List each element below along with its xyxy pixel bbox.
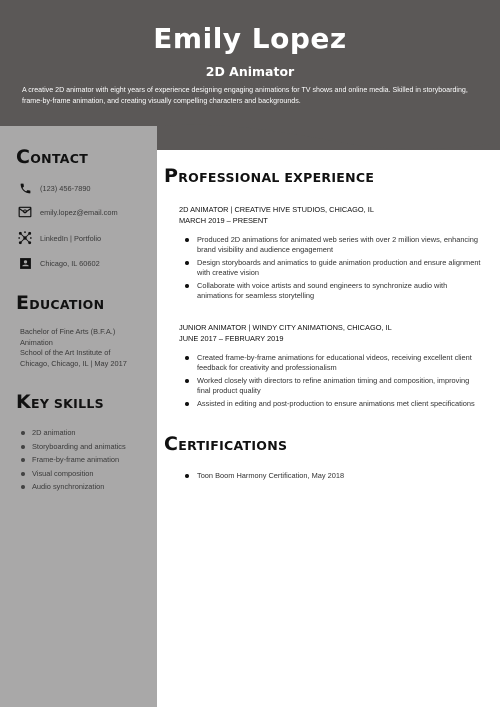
list-item: 2D animation [20, 426, 126, 440]
list-item: Worked closely with directors to refine animation timing and composition, improving final product quality [179, 376, 484, 396]
list-item: Visual composition [20, 467, 126, 481]
experience-heading: PROFESSIONAL EXPERIENCE [164, 165, 375, 187]
skills-heading: KEY SKILLS [16, 391, 104, 413]
education-heading: EDUCATION [16, 292, 105, 314]
list-item: Frame-by-frame animation [20, 453, 126, 467]
email-icon [18, 205, 32, 219]
list-item: Storyboarding and animatics [20, 440, 126, 454]
job-role: JUNIOR ANIMATOR | WINDY CITY ANIMATIONS, CHICAGO, IL [179, 323, 392, 332]
job-1-header [179, 205, 374, 226]
candidate-name: Emily Lopez [153, 22, 347, 55]
address-card-icon [18, 256, 32, 270]
certifications-list [179, 471, 484, 484]
contact-email[interactable]: emily.lopez@email.com [18, 204, 118, 220]
education-details: Bachelor of Fine Arts (B.F.A.) Animation School of the Art Institute of Chicago, Chicago, IL | May 2017 [20, 327, 127, 369]
list-item: Produced 2D animations for animated web series with over 2 million views, enhancing brand visibility and audience engagement [179, 235, 484, 255]
contact-location: Chicago, IL 60602 [18, 255, 100, 271]
list-item: Collaborate with voice artists and sound engineers to synchronize audio with animations for seamless storytelling [179, 281, 484, 301]
list-item: Audio synchronization [20, 480, 126, 494]
job-1-bullets [179, 235, 484, 304]
job-2-header [179, 323, 392, 344]
skills-list [20, 426, 126, 494]
job-2-bullets [179, 353, 484, 412]
job-role: 2D ANIMATOR | CREATIVE HIVE STUDIOS, CHICAGO, IL [179, 205, 374, 214]
job-dates: MARCH 2019 – PRESENT [179, 215, 268, 225]
contact-phone: (123) 456-7890 [18, 180, 91, 196]
contact-heading: CONTACT [16, 146, 89, 168]
job-dates: JUNE 2017 – FEBRUARY 2019 [179, 333, 284, 343]
list-item: Created frame-by-frame animations for educational videos, receiving excellent client feedback for creativity and professionalism [179, 353, 484, 373]
list-item: Assisted in editing and post-production to ensure animations met client specifications [179, 399, 484, 409]
summary-text: A creative 2D animator with eight years of experience designing engaging animations for TV shows and online media. Skilled in storyboarding, frame-by-frame animation, and creating visually compelling characters and backgrounds. [22, 86, 468, 105]
contact-links[interactable]: LinkedIn | Portfolio [18, 230, 101, 246]
list-item: Toon Boom Harmony Certification, May 2018 [179, 471, 484, 481]
certifications-heading: CERTIFICATIONS [164, 433, 288, 455]
phone-icon [18, 181, 32, 195]
list-item: Design storyboards and animatics to guide animation production and ensure alignment with creative vision [179, 258, 484, 278]
job-title: 2D Animator [205, 64, 295, 79]
network-icon [18, 231, 32, 245]
